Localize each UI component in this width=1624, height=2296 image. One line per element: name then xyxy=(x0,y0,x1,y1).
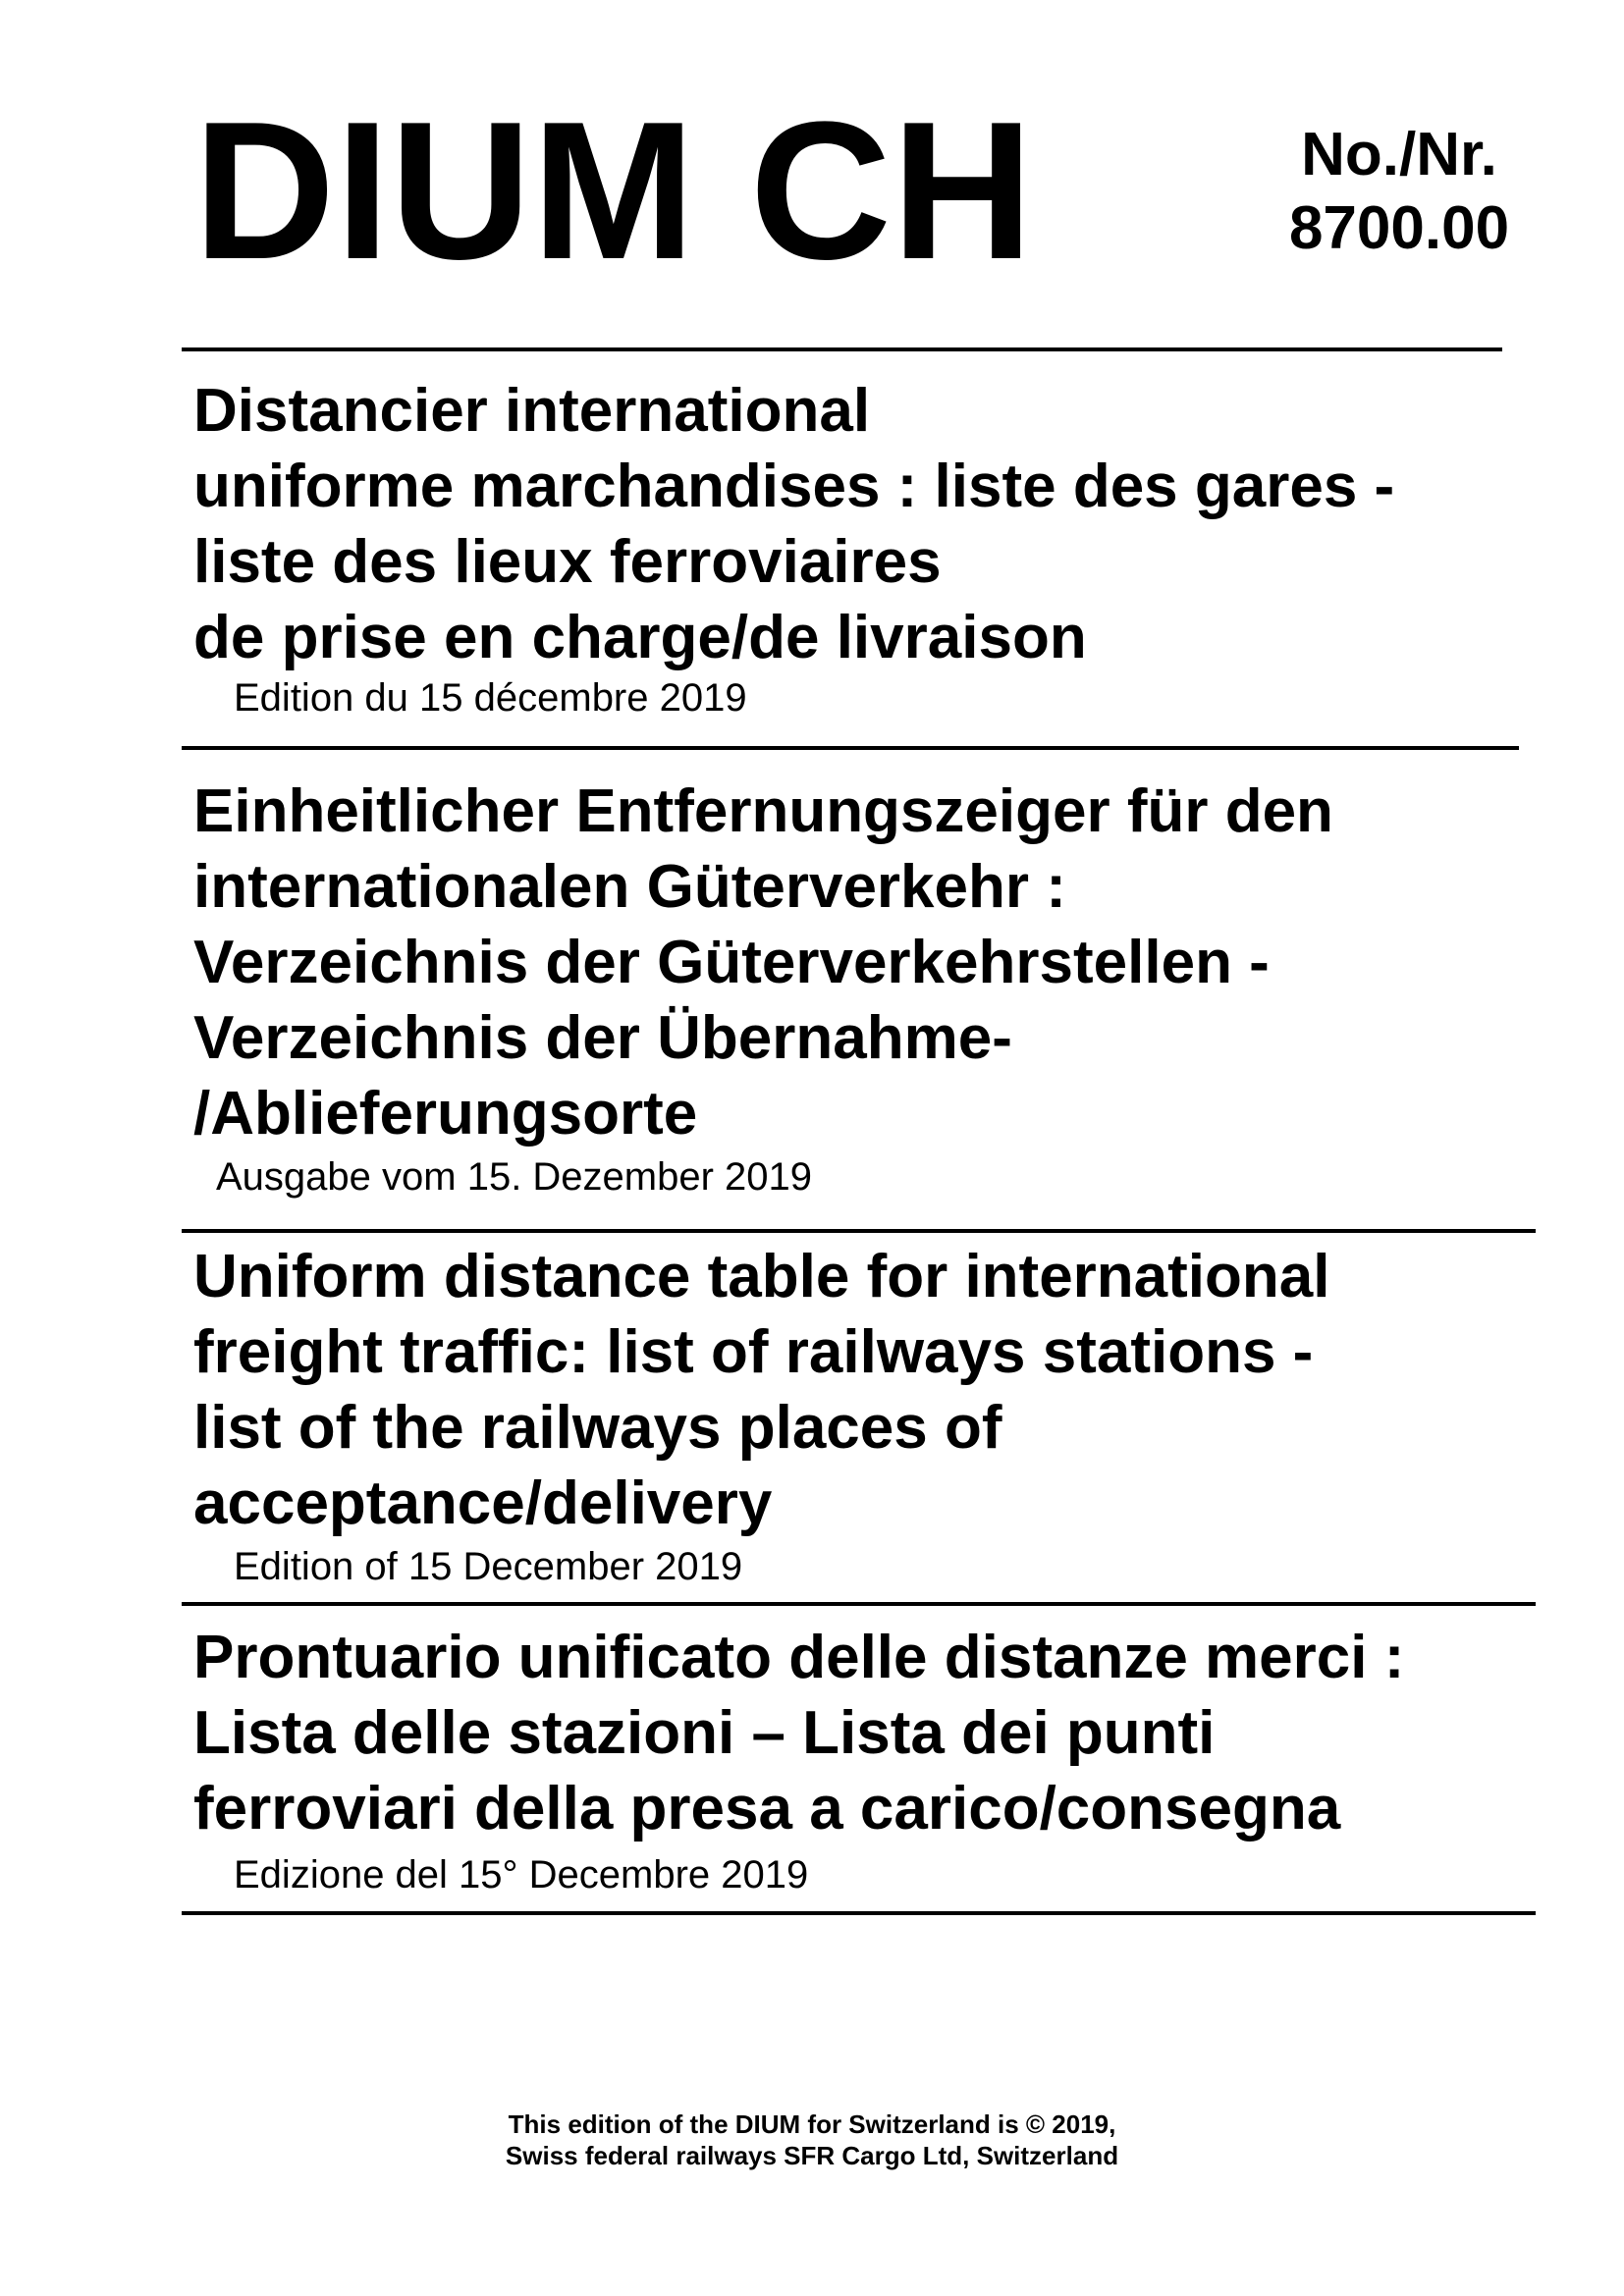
section-german-edition: Ausgabe vom 15. Dezember 2019 xyxy=(216,1155,813,1199)
section-german-line: Verzeichnis der Übernahme- xyxy=(193,1004,1012,1072)
section-french-line: Distancier international xyxy=(193,377,871,445)
section-french-title xyxy=(193,373,1394,675)
section-german-line: /Ablieferungsorte xyxy=(193,1080,698,1148)
divider-1 xyxy=(182,746,1519,750)
section-english-line: acceptance/delivery xyxy=(193,1469,773,1537)
divider-3 xyxy=(182,1602,1536,1606)
section-english-title xyxy=(193,1239,1329,1541)
section-french-line: de prise en charge/de livraison xyxy=(193,604,1087,671)
document-title: DIUM CH xyxy=(193,81,1034,300)
copyright-notice xyxy=(0,2109,1624,2171)
section-italian-edition: Edizione del 15° Decembre 2019 xyxy=(234,1853,809,1896)
divider-top xyxy=(182,347,1502,351)
document-number xyxy=(1267,118,1532,265)
section-italian-line: ferroviari della presa a carico/consegna xyxy=(193,1775,1341,1842)
divider-bottom xyxy=(182,1911,1536,1915)
copyright-line: Swiss federal railways SFR Cargo Ltd, Switzerland xyxy=(505,2141,1119,2170)
section-french-line: liste des lieux ferroviaires xyxy=(193,528,942,596)
section-french-line: uniforme marchandises : liste des gares - xyxy=(193,453,1395,520)
section-german-title xyxy=(193,774,1333,1151)
document-number-label: No./Nr. xyxy=(1301,121,1497,188)
copyright-line: This edition of the DIUM for Switzerland is © 2019, xyxy=(508,2109,1116,2139)
section-german-line: internationalen Güterverkehr : xyxy=(193,853,1066,921)
section-english-line: list of the railways places of xyxy=(193,1394,1002,1462)
section-english-line: Uniform distance table for international xyxy=(193,1243,1330,1310)
section-french-edition: Edition du 15 décembre 2019 xyxy=(234,676,747,720)
section-english-line: freight traffic: list of railways stations - xyxy=(193,1318,1314,1386)
section-english-edition: Edition of 15 December 2019 xyxy=(234,1545,743,1588)
document-number-value: 8700.00 xyxy=(1288,194,1510,262)
section-italian-line: Lista delle stazioni – Lista dei punti xyxy=(193,1699,1216,1767)
section-german-line: Verzeichnis der Güterverkehrstellen - xyxy=(193,929,1270,996)
section-german-line: Einheitlicher Entfernungszeiger für den xyxy=(193,777,1333,845)
divider-2 xyxy=(182,1229,1536,1233)
section-italian-line: Prontuario unificato delle distanze merci : xyxy=(193,1624,1405,1691)
section-italian-title xyxy=(193,1620,1404,1846)
